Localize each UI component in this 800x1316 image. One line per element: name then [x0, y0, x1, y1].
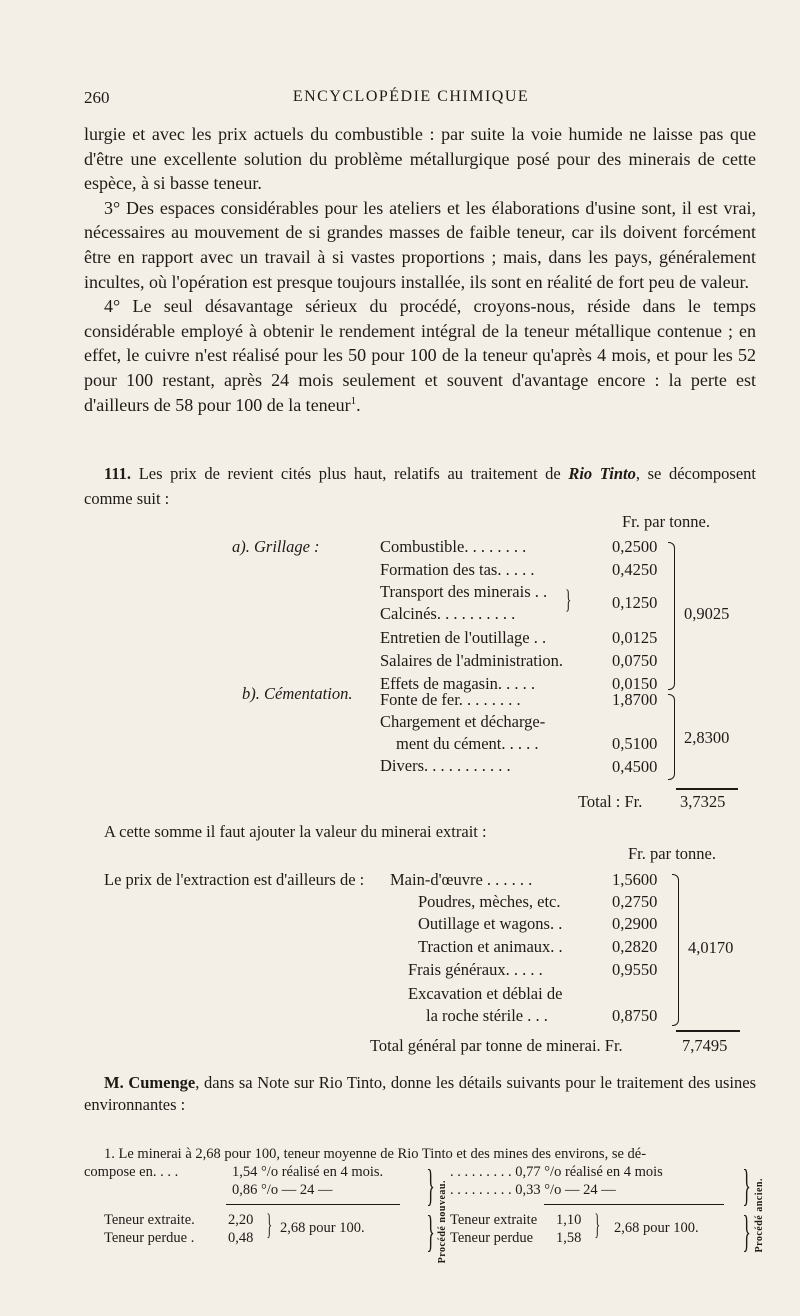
paragraph-addition	[84, 820, 756, 845]
process-old-label: Procédé ancien.	[754, 1178, 765, 1253]
left-sum-brace: }	[266, 1208, 273, 1241]
left-lost-label: Teneur perdue .	[104, 1230, 195, 1246]
right-lost-label: Teneur perdue	[450, 1230, 534, 1246]
row-label: Entretien de l'outillage . .	[380, 628, 547, 647]
row-label: Transport des minerais . .	[380, 582, 548, 601]
paragraph-continuation: lurgie et avec les prix actuels du combustible : par suite la voie humide ne laisse pas que d'être une excellente solution du problème métallurgique posé pour des minerais de cette espèce, à si basse teneur.	[84, 124, 756, 194]
row-label: Outillage et wagons. .	[418, 914, 563, 933]
subtotal-b: 2,8300	[684, 728, 730, 747]
subtotal-a: 0,9025	[684, 604, 730, 623]
row-label: Effets de magasin. . . . .	[380, 674, 536, 693]
row-value: 0,2900	[612, 914, 658, 933]
row-value: 0,4500	[612, 757, 658, 776]
total-value-2: 7,7495	[682, 1036, 728, 1055]
section-111-intro	[84, 462, 756, 511]
cumenge-rest: , dans sa Note sur Rio Tinto, donne les détails suivants pour le traitement des usines environnantes :	[84, 1073, 757, 1114]
author-name: M. Cumenge	[104, 1073, 196, 1092]
row-value: 0,2500	[612, 537, 658, 556]
footnote-compose: compose en. . . .	[84, 1164, 179, 1180]
body-text	[84, 122, 756, 417]
left-lost-value: 0,48	[228, 1230, 254, 1246]
row-value: 0,1250	[612, 593, 658, 612]
row-value: 1,8700	[612, 690, 658, 709]
brace-old: }	[742, 1161, 751, 1210]
inner-brace: }	[565, 585, 572, 614]
footnote-ref: 1	[350, 394, 357, 407]
row-label: Main-d'œuvre . . . . . .	[390, 870, 533, 889]
total-value-1: 3,7325	[680, 792, 726, 811]
footnote-new-4m: 1,54 °/o réalisé en 4 mois.	[232, 1164, 384, 1180]
row-label: ment du cément. . . . .	[396, 734, 539, 753]
brace-group-a	[668, 542, 675, 690]
footnote-new-24m: 0,86 °/o — 24 —	[232, 1182, 333, 1198]
page-number: 260	[84, 88, 110, 107]
row-value: 0,2750	[612, 892, 658, 911]
point-4-end: .	[356, 394, 361, 415]
subtotal-extraction: 4,0170	[688, 938, 734, 957]
row-label: Poudres, mèches, etc.	[418, 892, 561, 911]
row-label: Chargement et décharge-	[380, 712, 546, 731]
section-111-text-a: Les prix de revient cités plus haut, relatifs au traitement de	[138, 464, 561, 483]
row-label: Fonte de fer. . . . . . . .	[380, 690, 521, 709]
running-header	[84, 88, 738, 112]
paragraph-cumenge	[84, 1072, 756, 1116]
footnote-line-1: 1. Le minerai à 2,68 pour 100, teneur moyenne de Rio Tinto et des mines des environs, se dé-	[104, 1146, 647, 1162]
paragraph-point-3: 3° Des espaces considérables pour les ateliers et les élaborations d'usine sont, il est vrai, nécessaires au mouvement de si grandes masses de faible teneur, car ils doivent forcément être en rapport avec un travail à si vastes proportions ; mais, dans les pays, généralement incultes, où l'opération est presque toujours installée, ils sont en réalité de fort peu de valeur.	[84, 197, 756, 292]
right-extracted-label: Teneur extraite	[450, 1212, 538, 1228]
row-value: 0,0750	[612, 651, 658, 670]
process-new-label: Procédé nouveau.	[437, 1180, 448, 1264]
right-sum: 2,68 pour 100.	[614, 1220, 699, 1236]
row-value: 0,2820	[612, 937, 658, 956]
section-number: 111.	[104, 464, 132, 483]
left-extracted-value: 2,20	[228, 1212, 254, 1228]
point-4-text: 4° Le seul désavantage sérieux du procédé, croyons-nous, réside dans le temps considérable employé à obtenir le rendement intégral de la teneur métallique contenue ; en effet, le cuivre n'est réalisé pour les 50 pour 100 de la teneur qu'après 4 mois, et pour les 52 pour 100 restant, après 24 mois seulement et souvent d'avantage encore : la perte est d'ailleurs de 58 pour 100 de la teneur	[84, 296, 756, 415]
place-name: Rio Tinto	[568, 464, 636, 483]
group-b-label: b). Cémentation.	[242, 684, 353, 703]
brace-extraction	[672, 874, 679, 1026]
addition-text: A cette somme il faut ajouter la valeur du minerai extrait :	[104, 822, 487, 841]
brace-new: }	[426, 1161, 435, 1210]
total-rule-1	[676, 788, 738, 790]
row-label: Combustible. . . . . . . .	[380, 537, 527, 556]
running-title: ENCYCLOPÉDIE CHIMIQUE	[292, 88, 530, 105]
row-label: Calcinés. . . . . . . . . .	[380, 604, 516, 623]
row-label: Frais généraux. . . . .	[408, 960, 543, 979]
row-label: Formation des tas. . . . .	[380, 560, 535, 579]
row-value: 1,5600	[612, 870, 658, 889]
row-value: 0,9550	[612, 960, 658, 979]
footnote-old-4m: . . . . . . . . . 0,77 °/o réalisé en 4 mois	[450, 1164, 663, 1180]
section-111-text-b: , se décomposent comme suit :	[84, 464, 757, 508]
footnote-old-24m: . . . . . . . . . 0,33 °/o — 24 —	[450, 1182, 616, 1198]
paragraph-point-4	[84, 294, 756, 417]
total-rule-2	[676, 1030, 740, 1032]
row-label: Traction et animaux. .	[418, 937, 563, 956]
section-111	[84, 462, 756, 511]
row-value: 0,0125	[612, 628, 658, 647]
row-value: 0,0150	[612, 674, 658, 693]
footnote-rule-right	[544, 1204, 724, 1205]
left-extracted-label: Teneur extraite.	[104, 1212, 195, 1228]
brace-new-lower: }	[426, 1207, 435, 1256]
footnote-rule-left	[226, 1204, 400, 1205]
brace-old-lower: }	[742, 1207, 751, 1256]
total-label-2: Total général par tonne de minerai. Fr.	[370, 1036, 623, 1055]
right-sum-brace: }	[594, 1208, 601, 1241]
row-label: Divers. . . . . . . . . . .	[380, 756, 511, 775]
row-label: Salaires de l'administration.	[380, 651, 564, 670]
group-a-label: a). Grillage :	[232, 537, 320, 556]
row-label: Excavation et déblai de	[408, 984, 563, 1003]
extraction-intro: Le prix de l'extraction est d'ailleurs de :	[104, 870, 365, 889]
row-label: la roche stérile . . .	[426, 1006, 548, 1025]
cumenge-text	[84, 1072, 756, 1116]
total-label-1: Total : Fr.	[578, 792, 643, 811]
row-value: 0,4250	[612, 560, 658, 579]
row-value: 0,8750	[612, 1006, 658, 1025]
brace-group-b	[668, 694, 675, 780]
unit-header-1: Fr. par tonne.	[622, 512, 710, 531]
unit-header-2: Fr. par tonne.	[628, 844, 716, 863]
right-extracted-value: 1,10	[556, 1212, 582, 1228]
left-sum: 2,68 pour 100.	[280, 1220, 365, 1236]
row-value: 0,5100	[612, 734, 658, 753]
right-lost-value: 1,58	[556, 1230, 582, 1246]
